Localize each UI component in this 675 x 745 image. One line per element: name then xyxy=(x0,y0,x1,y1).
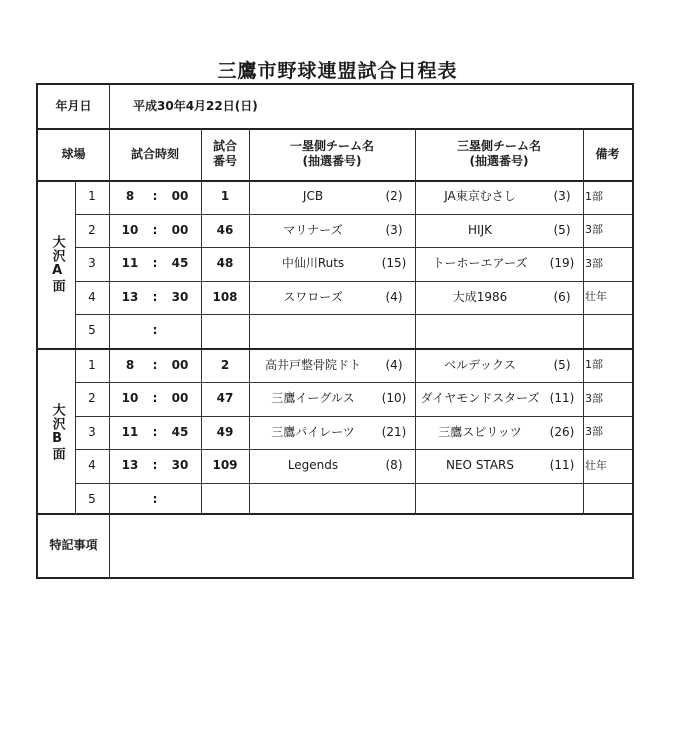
date-value: 平成30年4月22日(日) xyxy=(133,99,258,113)
time-separator: : xyxy=(152,289,158,304)
column-divider xyxy=(249,128,250,513)
game-minute: 00 xyxy=(171,391,189,406)
first-base-draw-number: (3) xyxy=(385,222,403,237)
game-slot-number: 1 xyxy=(88,189,96,204)
game-hour: 13 xyxy=(121,289,139,304)
time-separator: : xyxy=(152,458,158,473)
third-base-team: HIJK xyxy=(468,222,492,237)
game-note xyxy=(585,483,630,517)
game-hour: 13 xyxy=(121,458,139,473)
game-minute xyxy=(161,314,199,348)
third-base-draw-number: (5) xyxy=(553,222,571,237)
first-base-team: 三鷹イーグルス xyxy=(271,391,355,406)
third-base-team: ダイヤモンドスターズ xyxy=(420,391,540,406)
game-note: 3部 xyxy=(585,391,603,405)
game-hour: 10 xyxy=(121,222,139,237)
schedule-table xyxy=(36,83,634,579)
first-base-draw-number: (21) xyxy=(381,424,407,439)
game-number: 49 xyxy=(216,424,234,439)
time-separator: : xyxy=(152,256,158,271)
time-separator: : xyxy=(152,424,158,439)
first-base-draw-number: (4) xyxy=(385,357,403,372)
game-slot-number: 5 xyxy=(88,323,96,338)
page-title: 三鷹市野球連盟試合日程表 xyxy=(217,60,458,82)
date-label: 年月日 xyxy=(55,99,92,113)
game-minute xyxy=(161,483,199,517)
game-number xyxy=(201,314,249,348)
header-game-number: 試合 番号 xyxy=(212,139,237,168)
field-name-b: 大沢B面 xyxy=(49,403,65,462)
third-base-draw-number: (5) xyxy=(553,357,571,372)
header-field: 球場 xyxy=(61,146,86,161)
game-note: 1部 xyxy=(585,189,603,203)
column-divider xyxy=(109,128,110,513)
game-slot-number: 3 xyxy=(88,256,96,271)
first-base-team: スワローズ xyxy=(283,289,343,304)
first-base-team: マリナーズ xyxy=(283,222,343,237)
first-base-draw-number xyxy=(375,314,413,348)
third-base-team xyxy=(417,483,543,517)
remarks-value xyxy=(115,513,626,577)
game-slot-number: 5 xyxy=(88,491,96,506)
first-base-team xyxy=(253,314,373,348)
header-third-base-team: 三塁側チーム名 (抽選番号) xyxy=(456,139,541,168)
game-note: 3部 xyxy=(585,425,603,439)
game-slot-number: 4 xyxy=(88,458,96,473)
first-base-team: 三鷹パイレーツ xyxy=(271,424,355,439)
game-note: 壮年 xyxy=(585,290,607,304)
column-divider xyxy=(415,128,416,513)
first-base-draw-number xyxy=(375,483,413,517)
game-minute: 30 xyxy=(171,289,189,304)
game-minute: 30 xyxy=(171,458,189,473)
game-minute: 00 xyxy=(171,222,189,237)
third-base-draw-number xyxy=(543,483,581,517)
game-minute: 45 xyxy=(171,256,189,271)
game-note: 3部 xyxy=(585,223,603,237)
header-note: 備考 xyxy=(595,146,620,161)
time-separator: : xyxy=(152,357,158,372)
field-name-a: 大沢A面 xyxy=(49,234,65,293)
game-minute: 00 xyxy=(171,189,189,204)
third-base-draw-number: (6) xyxy=(553,289,571,304)
third-base-team xyxy=(417,314,543,348)
third-base-team: ベルデックス xyxy=(444,357,516,372)
game-hour: 11 xyxy=(121,424,139,439)
remarks-label: 特記事項 xyxy=(49,537,98,552)
header-first-base-team: 一塁側チーム名 (抽選番号) xyxy=(289,139,374,168)
header-time: 試合時刻 xyxy=(130,146,179,161)
column-divider xyxy=(583,128,584,513)
game-number: 46 xyxy=(216,222,234,237)
game-number xyxy=(201,483,249,517)
game-note: 1部 xyxy=(585,358,603,372)
first-base-team: JCB xyxy=(302,189,324,204)
game-minute: 45 xyxy=(171,424,189,439)
game-slot-number: 1 xyxy=(88,357,96,372)
game-slot-number: 2 xyxy=(88,222,96,237)
first-base-draw-number: (2) xyxy=(385,189,403,204)
game-number: 1 xyxy=(220,189,230,204)
game-number: 108 xyxy=(212,289,238,304)
time-separator: : xyxy=(152,189,158,204)
third-base-team: 三鷹スピリッツ xyxy=(438,424,522,439)
remarks-label-divider xyxy=(109,513,110,577)
game-hour: 11 xyxy=(121,256,139,271)
game-hour: 8 xyxy=(125,357,135,372)
first-base-draw-number: (4) xyxy=(385,289,403,304)
game-note: 3部 xyxy=(585,256,603,270)
game-number: 47 xyxy=(216,391,234,406)
first-base-team: 中仙川Ruts xyxy=(281,256,345,271)
first-base-team: Legends xyxy=(287,458,339,473)
game-number: 2 xyxy=(220,357,230,372)
game-hour xyxy=(111,483,149,517)
game-hour: 8 xyxy=(125,189,135,204)
third-base-team: トーホーエアーズ xyxy=(432,256,528,271)
first-base-draw-number: (8) xyxy=(385,458,403,473)
third-base-draw-number: (11) xyxy=(549,458,575,473)
third-base-draw-number: (11) xyxy=(549,391,575,406)
first-base-team xyxy=(253,483,373,517)
first-base-team: 高井戸整骨院ドト xyxy=(264,357,361,372)
third-base-draw-number: (19) xyxy=(549,256,575,271)
game-hour: 10 xyxy=(121,391,139,406)
date-label-divider xyxy=(109,85,110,128)
first-base-draw-number: (10) xyxy=(381,391,407,406)
time-separator: : xyxy=(152,222,158,237)
third-base-draw-number xyxy=(543,314,581,348)
game-number: 109 xyxy=(212,458,238,473)
game-number: 48 xyxy=(216,256,234,271)
time-separator: : xyxy=(152,491,158,506)
game-note xyxy=(585,314,630,348)
game-slot-number: 2 xyxy=(88,391,96,406)
time-separator: : xyxy=(152,323,158,338)
game-note: 壮年 xyxy=(585,458,607,472)
third-base-team: 大成1986 xyxy=(452,289,508,304)
third-base-team: JA東京むさし xyxy=(444,189,516,204)
time-separator: : xyxy=(152,391,158,406)
third-base-team: NEO STARS xyxy=(446,458,514,473)
game-hour xyxy=(111,314,149,348)
game-slot-number: 3 xyxy=(88,424,96,439)
first-base-draw-number: (15) xyxy=(381,256,407,271)
game-slot-number: 4 xyxy=(88,289,96,304)
third-base-draw-number: (26) xyxy=(549,424,575,439)
game-minute: 00 xyxy=(171,357,189,372)
third-base-draw-number: (3) xyxy=(553,189,571,204)
